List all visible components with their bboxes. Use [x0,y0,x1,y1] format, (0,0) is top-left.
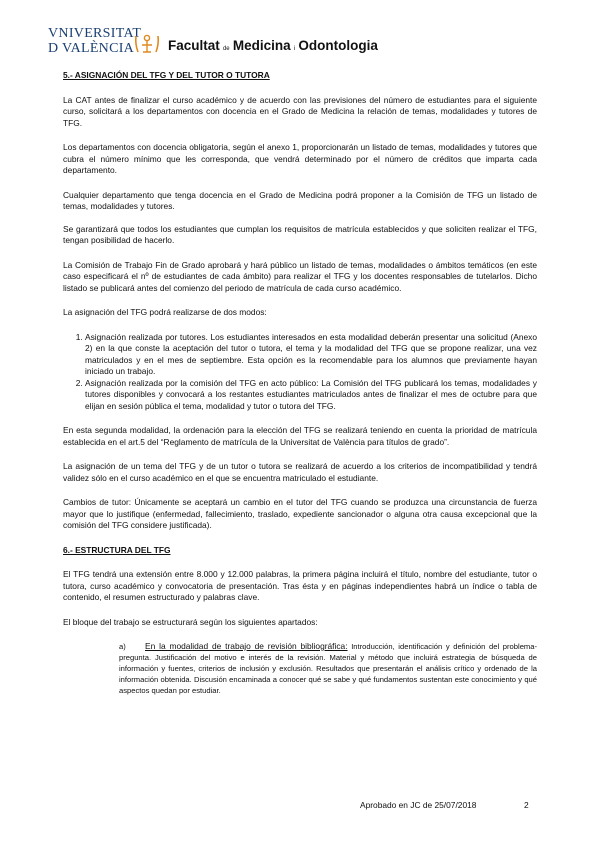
faculty-name: Facultat de Medicina i Odontologia [168,38,378,53]
list-item: 2. Asignación realizada por la comisión del TFG en acto público: La Comisión del TFG publicará los temas, modalidades y tutores disponibles y convocará a los restantes estudiantes matriculados antes de finalizar el mes de octubre para que elijan en sesión pública el tema, modalidad y tutor o tutora del TFG. [85,378,537,413]
page-number: 2 [524,800,529,810]
paragraph: La asignación de un tema del TFG y de un tutor o tutora se realizará de acuerdo a los criterios de incompatibilidad y tendrá validez sólo en el curso académico en el que se encuentra matriculado el estudiante. [63,461,537,483]
paragraph: El TFG tendrá una extensión entre 8.000 y 12.000 palabras, la primera página incluirá el título, nombre del estudiante, tutor o tutora, curso académico y convocatoria de presentación. Tras ésta y en páginas independientes habrá un índice o tabla de contenido, el resumen estructurado y palabras clave. [63,569,537,602]
section-5-title: 5.- ASIGNACIÓN DEL TFG Y DEL TUTOR O TUTORA [63,70,270,80]
list-item: 1. Asignación realizada por tutores. Los estudiantes interesados en esta modalidad deberán presentar una solicitud (Anexo 2) en la que conste la aceptación del tutor o tutora, el tema y la modalidad del TFG que se propone realizar, una vez matriculados y en el mes de septiembre. Esta opción es la recomendable para los alumnos que previamente hayan iniciado un trabajo. [85,332,537,378]
page-header [48,28,568,62]
paragraph: Cualquier departamento que tenga docencia en el Grado de Medicina podrá proponer a la Comisión de TFG un listado de temas, modalidades y tutores. [63,189,537,211]
structure-item-a: a) En la modalidad de trabajo de revisión bibliográfica: Introducción, identificación y definición del problema-pregunta. Justificación del motivo e interés de la revisión. Material y método que incluirá estrategia de búsqueda de información y fuentes, criterios de inclusión y exclusión. Resultados que presentarán el análisis crítico y ordenado de la información obtenida. Discusión encaminada a conocer qué se sabe y qué fundamentos sustentan este conocimiento y qué aspectos quedan por estudiar. [119,641,537,695]
assignment-modes-list [63,332,537,413]
approval-note: Aprobado en JC de 25/07/2018 [360,800,477,810]
university-name-line2: D VALÈNCIA [48,41,135,56]
paragraph: Cambios de tutor: Únicamente se aceptará un cambio en el tutor del TFG cuando se produzca una circunstancia de fuerza mayor que lo justifique (enfermedad, fallecimiento, traslado, expediente sancionador o alguna otra causa excepcional que la comisión del TFG considere justificada). [63,497,537,530]
paragraph: La asignación del TFG podrá realizarse de dos modos: [63,307,267,317]
document-body [63,70,537,696]
university-name-line1: VNIVERSITAT [48,26,142,41]
paragraph: Se garantizará que todos los estudiantes que cumplan los requisitos de matrícula establecidos y que soliciten realizar el TFG, tengan posibilidad de hacerlo. [63,223,537,245]
faculty-emblem-icon [133,30,161,58]
paragraph: La Comisión de Trabajo Fin de Grado aprobará y hará público un listado de temas, modalidades o ámbitos temáticos (en este caso especificará el nº de estudiantes de cada ámbito) para realizar el TFG y los docentes responsables de tutelarlos. Dicho listado se publicará antes del comienzo del periodo de matrícula de cada curso académico. [63,259,537,293]
paragraph: En esta segunda modalidad, la ordenación para la elección del TFG se realizará teniendo en cuenta la prioridad de matrícula establecida en el art.5 del “Reglamento de matrícula de la Universitat de València para títulos de grado”. [63,425,537,447]
paragraph: La CAT antes de finalizar el curso académico y de acuerdo con las previsiones del número de estudiantes para el siguiente curso, solicitará a los departamentos con docencia en el Grado de Medicina la relación de temas, modalidades y tutores de TFG. [63,94,537,128]
section-6-title: 6.- ESTRUCTURA DEL TFG [63,544,171,555]
paragraph: El bloque del trabajo se estructurará según los siguientes apartados: [63,616,318,627]
page-footer [0,800,600,814]
paragraph: Los departamentos con docencia obligatoria, según el anexo 1, proporcionarán un listado de temas, modalidades y tutores que cubra el número mínimo que les corresponda, que vendrá determinado por el número de créditos que imparta cada departamento. [63,142,537,175]
